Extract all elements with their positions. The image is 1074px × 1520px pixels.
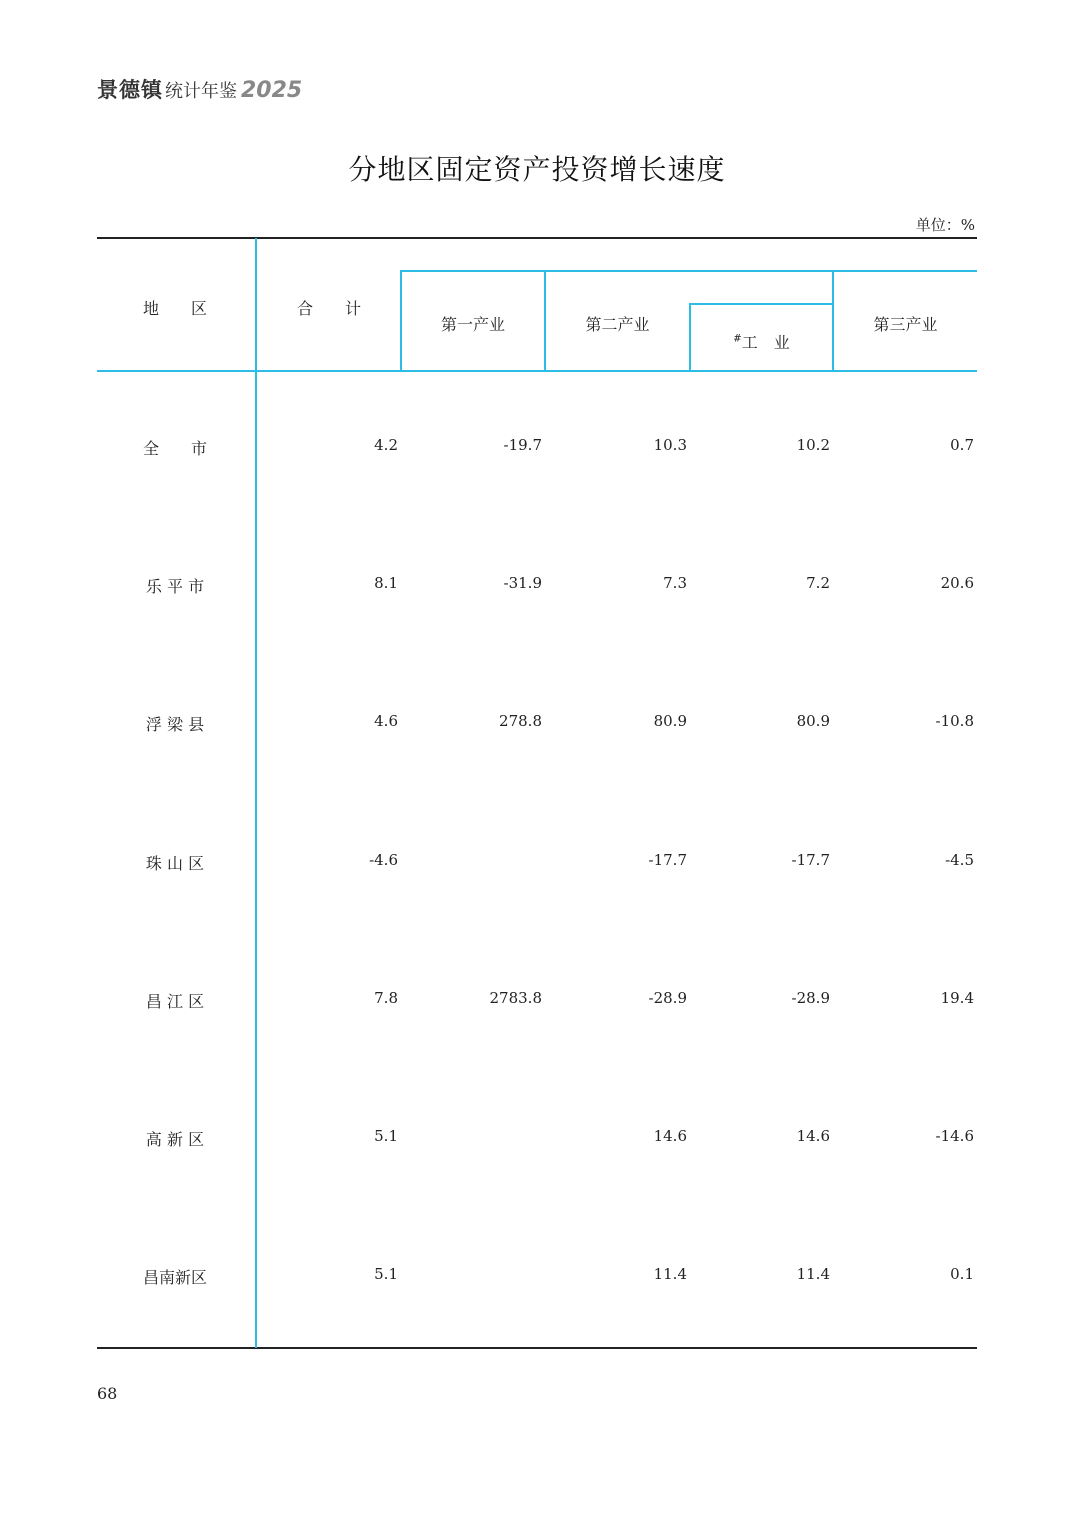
cell-industry: 14.6 bbox=[796, 1127, 830, 1145]
industry-mark: # bbox=[733, 333, 742, 345]
region-column-divider bbox=[255, 238, 257, 1348]
row-region: 高 新 区 bbox=[145, 1130, 205, 1149]
header-bottom-line bbox=[97, 370, 977, 372]
cell-secondary: -28.9 bbox=[648, 989, 687, 1007]
cell-tertiary: 0.1 bbox=[950, 1265, 974, 1283]
cell-secondary: 14.6 bbox=[653, 1127, 687, 1145]
cell-tertiary: 20.6 bbox=[940, 574, 974, 592]
cell-tertiary: -14.6 bbox=[935, 1127, 974, 1145]
row-region: 全 市 bbox=[142, 439, 207, 458]
cell-secondary: 80.9 bbox=[653, 712, 687, 730]
cell-secondary: -17.7 bbox=[648, 851, 687, 869]
cell-total: 8.1 bbox=[374, 574, 398, 592]
header-tertiary: 第三产业 bbox=[873, 315, 938, 334]
row-region: 珠 山 区 bbox=[145, 854, 205, 873]
cell-secondary: 7.3 bbox=[663, 574, 687, 592]
cell-secondary: 10.3 bbox=[653, 436, 687, 454]
header-industry-label: 工 业 bbox=[741, 333, 790, 352]
cell-industry: 10.2 bbox=[796, 436, 830, 454]
cell-industry: 11.4 bbox=[796, 1265, 830, 1283]
row-region: 乐 平 市 bbox=[145, 577, 205, 596]
cell-secondary: 11.4 bbox=[653, 1265, 687, 1283]
table-bottom-rule bbox=[97, 1347, 977, 1349]
cell-total: 4.2 bbox=[374, 436, 398, 454]
cell-tertiary: -4.5 bbox=[945, 851, 974, 869]
cell-total: 4.6 bbox=[374, 712, 398, 730]
cell-tertiary: -10.8 bbox=[935, 712, 974, 730]
cell-industry: -28.9 bbox=[791, 989, 830, 1007]
header-total: 合 计 bbox=[296, 299, 361, 318]
header-yearbook: 统计年鉴 bbox=[165, 81, 237, 102]
header-primary: 第一产业 bbox=[440, 315, 505, 334]
subheader-top-line bbox=[400, 270, 977, 272]
running-header bbox=[97, 74, 302, 104]
header-secondary: 第二产业 bbox=[585, 315, 650, 334]
cell-primary: 278.8 bbox=[499, 712, 542, 730]
header-region: 地 区 bbox=[142, 299, 207, 318]
header-brand: 景德镇 bbox=[97, 78, 163, 102]
table-top-rule bbox=[97, 237, 977, 239]
row-region: 昌南新区 bbox=[142, 1268, 207, 1287]
unit-label: 单位：% bbox=[915, 216, 975, 234]
cell-total: 7.8 bbox=[374, 989, 398, 1007]
cell-total: 5.1 bbox=[374, 1265, 398, 1283]
cell-tertiary: 19.4 bbox=[940, 989, 974, 1007]
cell-primary: 2783.8 bbox=[489, 989, 542, 1007]
cell-industry: 7.2 bbox=[806, 574, 830, 592]
cell-primary: -19.7 bbox=[503, 436, 542, 454]
cell-industry: -17.7 bbox=[791, 851, 830, 869]
industry-top-line bbox=[689, 303, 834, 305]
header-year: 2025 bbox=[241, 78, 303, 103]
cell-total: 5.1 bbox=[374, 1127, 398, 1145]
row-region: 昌 江 区 bbox=[145, 992, 205, 1011]
page-title: 分地区固定资产投资增长速度 bbox=[348, 153, 726, 186]
row-region: 浮 梁 县 bbox=[145, 715, 205, 734]
cell-tertiary: 0.7 bbox=[950, 436, 974, 454]
cell-industry: 80.9 bbox=[796, 712, 830, 730]
page-number: 68 bbox=[97, 1384, 118, 1403]
cell-total: -4.6 bbox=[369, 851, 398, 869]
cell-primary: -31.9 bbox=[503, 574, 542, 592]
header-industry bbox=[691, 330, 832, 353]
